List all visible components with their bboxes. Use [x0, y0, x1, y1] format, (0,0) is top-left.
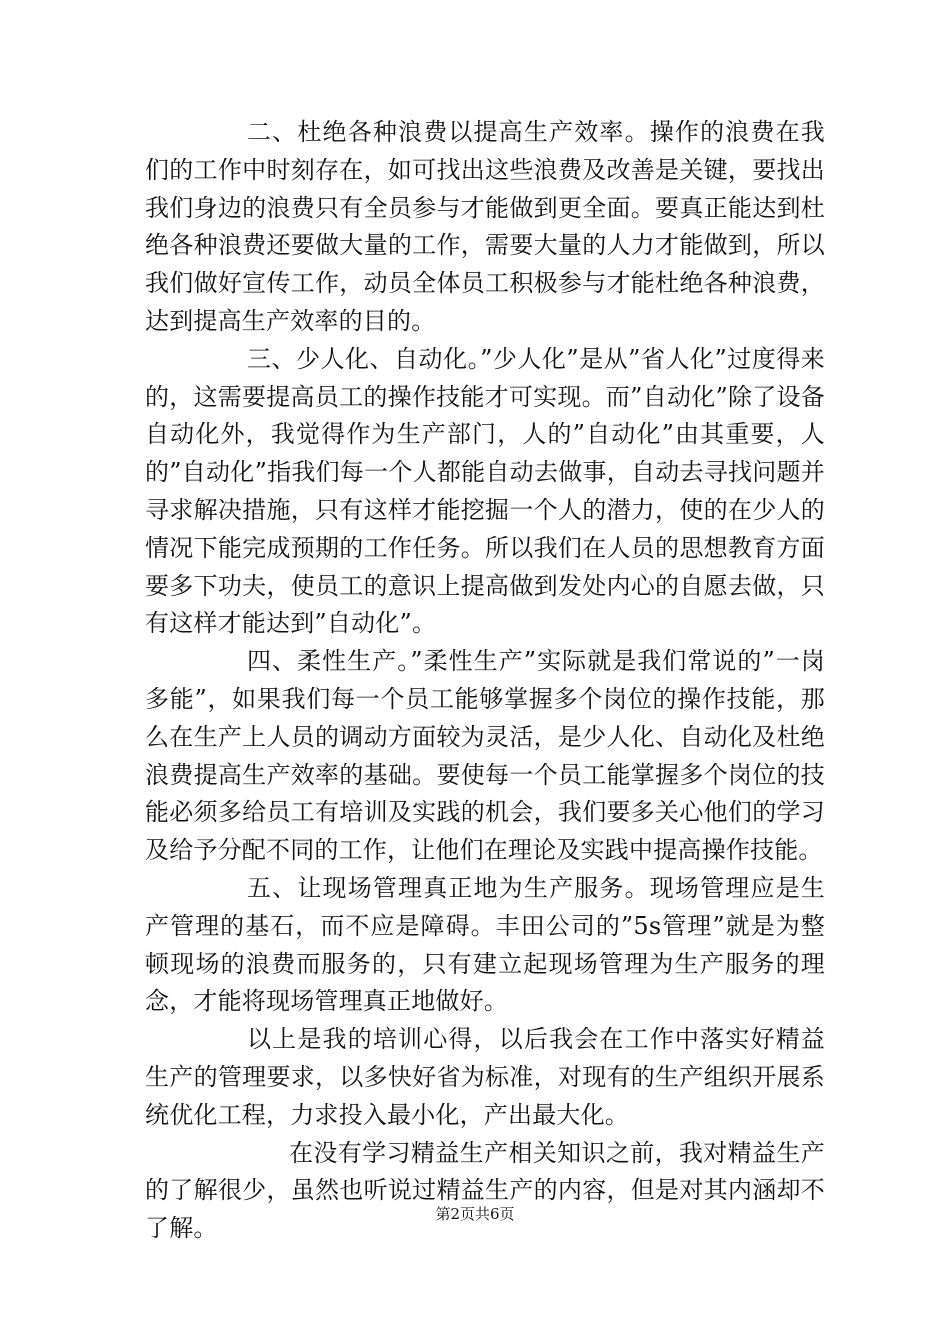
document-body: [145, 114, 825, 1248]
page-number-label: 第2页共6页: [435, 1205, 515, 1223]
paragraph-flexible-production: 四、柔性生产。”柔性生产”实际就是我们常说的”一岗多能”，如果我们每一个员工能够掌握多个岗位的操作技能，那么在生产上人员的调动方面较为灵活，是少人化、自动化及杜绝浪费提高生产效率的基础。要使每一个员工能掌握多个岗位的技能必须多给员工有培训及实践的机会，我们要多关心他们的学习及给予分配不同的工作，让他们在理论及实践中提高操作技能。: [145, 647, 825, 865]
paragraph-next-section: 在没有学习精益生产相关知识之前，我对精益生产的了解很少，虽然也听说过精益生产的内容，但是对其内涵却不了解。: [145, 1138, 825, 1243]
paragraph-eliminate-waste: 二、杜绝各种浪费以提高生产效率。操作的浪费在我们的工作中时刻存在，如可找出这些浪费及改善是关键，要找出我们身边的浪费只有全员参与才能做到更全面。要真正能达到杜绝各种浪费还要做大量的工作，需要大量的人力才能做到，所以我们做好宣传工作，动员全体员工积极参与才能杜绝各种浪费，达到提高生产效率的目的。: [145, 118, 825, 335]
page-footer: [0, 1203, 950, 1224]
paragraph-site-management: 五、让现场管理真正地为生产服务。现场管理应是生产管理的基石，而不应是障碍。丰田公司的”5s管理”就是为整顿现场的浪费而服务的，只有建立起现场管理为生产服务的理念，才能将现场管理真正地做好。: [145, 873, 825, 1016]
paragraph-summary: 以上是我的培训心得，以后我会在工作中落实好精益生产的管理要求，以多快好省为标准，对现有的生产组织开展系统优化工程，力求投入最小化，产出最大化。: [145, 1025, 825, 1129]
paragraph-automation: 三、少人化、自动化。”少人化”是从”省人化”过度得来的，这需要提高员工的操作技能才可实现。而”自动化”除了设备自动化外，我觉得作为生产部门，人的”自动化”由其重要，人的”自动化”指我们每一个人都能自动去做事，自动去寻找问题并寻求解决措施，只有这样才能挖掘一个人的潜力，使的在少人的情况下能完成预期的工作任务。所以我们在人员的思想教育方面要多下功夫，使员工的意识上提高做到发处内心的自愿去做，只有这样才能达到”自动化”。: [145, 344, 825, 638]
